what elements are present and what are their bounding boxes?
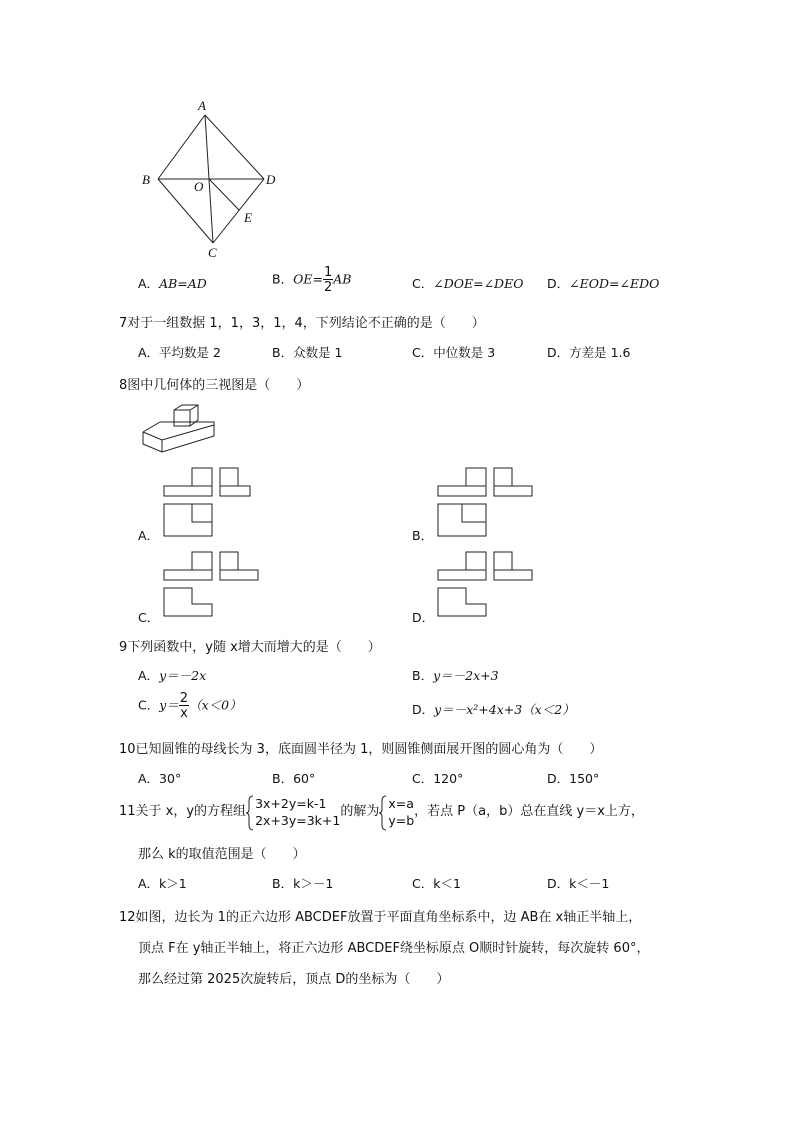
q12-stem-line3: 那么经过第 2025次旋转后，顶点 D的坐标为（ ） (138, 972, 450, 987)
q8-option-c-views (160, 548, 270, 628)
q11-stem: 11关于 x，y的方程组 3x+2y=k-1 2x+3y=3k+1 的解为 x=a y=b ，若点 P（a，b）总在直线 y＝x上方， (119, 795, 644, 828)
q7-option-b[interactable]: B．众数是 1 (272, 345, 343, 360)
q7-option-d[interactable]: D．方差是 1.6 (547, 345, 631, 360)
q8-option-a-views (160, 464, 270, 544)
q8-option-d[interactable]: D． (412, 610, 435, 625)
q6-option-c[interactable]: C．∠DOE=∠DEO (412, 276, 524, 291)
q10-option-a[interactable]: A．30° (138, 771, 182, 786)
q11-option-c[interactable]: C．k＜1 (412, 876, 461, 891)
fraction: $\frac{2}{x}$ (179, 691, 189, 721)
label-O: O (194, 179, 204, 194)
edge-AD (205, 115, 264, 179)
edge-AB (158, 115, 205, 179)
q6-option-b[interactable]: B．OE= $\frac{1}{2}$ AB (272, 265, 352, 295)
q9-option-c[interactable]: C．y＝ $\frac{2}{x}$ （x＜0） (138, 691, 242, 721)
label-C: C (208, 245, 217, 260)
fraction: $\frac{1}{2}$ (323, 265, 333, 295)
label-D: D (266, 172, 276, 187)
q12-stem-line2: 顶点 F在 y轴正半轴上，将正六边形 ABCDEF绕坐标原点 O顺时针旋转，每次旋转 60°， (138, 941, 650, 956)
q8-option-a[interactable]: A． (138, 528, 160, 543)
label-E: E (244, 210, 252, 225)
q7-option-a[interactable]: A．平均数是 2 (138, 345, 221, 360)
q7-stem: 7对于一组数据 1，1，3，1，4，下列结论不正确的是（ ） (119, 316, 485, 331)
q10-option-b[interactable]: B．60° (272, 771, 316, 786)
equation-system: 3x+2y=k-1 2x+3y=3k+1 (246, 795, 340, 829)
segment-OE (209, 179, 239, 210)
q8-option-b-views (434, 464, 544, 544)
label-B: B (142, 172, 150, 187)
label-A: A (198, 98, 206, 113)
q11-stem-line2: 那么 k的取值范围是（ ） (138, 847, 306, 862)
q10-option-c[interactable]: C．120° (412, 771, 464, 786)
q6-option-d[interactable]: D．∠EOD=∠EDO (547, 276, 660, 291)
edge-BC (158, 179, 213, 243)
solid-figure (140, 402, 220, 454)
q10-stem: 10已知圆锥的母线长为 3，底面圆半径为 1，则圆锥侧面展开图的圆心角为（ ） (119, 742, 603, 757)
q9-stem: 9下列函数中，y随 x增大而增大的是（ ） (119, 640, 381, 655)
q8-option-d-views (434, 548, 544, 628)
q12-stem-line1: 12如图，边长为 1的正六边形 ABCDEF放置于平面直角坐标系中，边 AB在 x轴正半轴上， (119, 910, 642, 925)
q7-option-c[interactable]: C．中位数是 3 (412, 345, 496, 360)
q8-option-c[interactable]: C． (138, 610, 160, 625)
edge-CD (213, 179, 264, 243)
q8-stem: 8图中几何体的三视图是（ ） (119, 378, 310, 393)
q9-option-d[interactable]: D．y＝－x²+4x+3（x＜2） (412, 702, 575, 717)
q11-option-b[interactable]: B．k＞－1 (272, 876, 334, 891)
q11-option-a[interactable]: A．k＞1 (138, 876, 187, 891)
q9-option-a[interactable]: A．y＝－2x (138, 668, 207, 683)
q8-option-b[interactable]: B． (412, 528, 434, 543)
q6-option-a[interactable]: A．AB=AD (138, 276, 207, 291)
solution-system: x=a y=b (379, 795, 414, 829)
q9-option-b[interactable]: B．y＝－2x+3 (412, 668, 499, 683)
q11-option-d[interactable]: D．k＜－1 (547, 876, 610, 891)
q10-option-d[interactable]: D．150° (547, 771, 600, 786)
